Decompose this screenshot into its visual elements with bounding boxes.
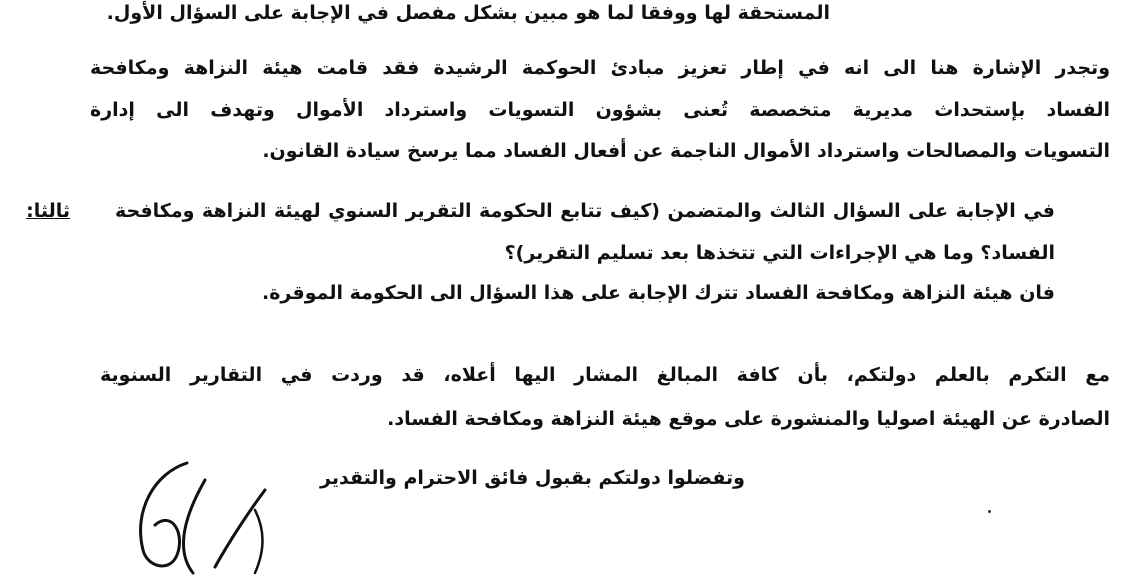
section-3-line-3: فان هيئة النزاهة ومكافحة الفساد تترك الإجابة على هذا السؤال الى الحكومة الموقرة. [262,282,1055,304]
section-3-heading: ثالثا: [26,200,70,222]
handwritten-signature [115,455,295,580]
paragraph-2-line-1: وتجدر الإشارة هنا الى انه في إطار تعزيز مبادئ الحوكمة الرشيدة فقد قامت هيئة النزاهة ومكافحة [90,57,1110,79]
closing-paragraph-line-1: مع التكرم بالعلم دولتكم، بأن كافة المبالغ المشار اليها أعلاه، قد وردت في التقارير السنوية [100,364,1110,386]
paragraph-1-tail: المستحقة لها ووفقا لما هو مبين بشكل مفصل في الإجابة على السؤال الأول. [106,2,830,24]
paragraph-2-line-3: التسويات والمصالحات واسترداد الأموال الناجمة عن أفعال الفساد مما يرسخ سيادة القانون. [262,140,1110,162]
salutation: وتفضلوا دولتكم بقبول فائق الاحترام والتقدير [320,467,745,489]
section-3-line-2: الفساد؟ وما هي الإجراءات التي تتخذها بعد تسليم التقرير)؟ [504,242,1055,264]
paragraph-2-line-2: الفساد بإستحداث مديرية متخصصة تُعنى بشؤون التسويات واسترداد الأموال وتهدف الى إدارة [90,99,1110,121]
section-3-line-1: في الإجابة على السؤال الثالث والمتضمن (كيف تتابع الحكومة التقرير السنوي لهيئة النزاهة ومكافحة [115,200,1055,222]
closing-paragraph-line-2: الصادرة عن الهيئة اصوليا والمنشورة على موقع هيئة النزاهة ومكافحة الفساد. [387,408,1110,430]
scan-speck [988,510,991,513]
